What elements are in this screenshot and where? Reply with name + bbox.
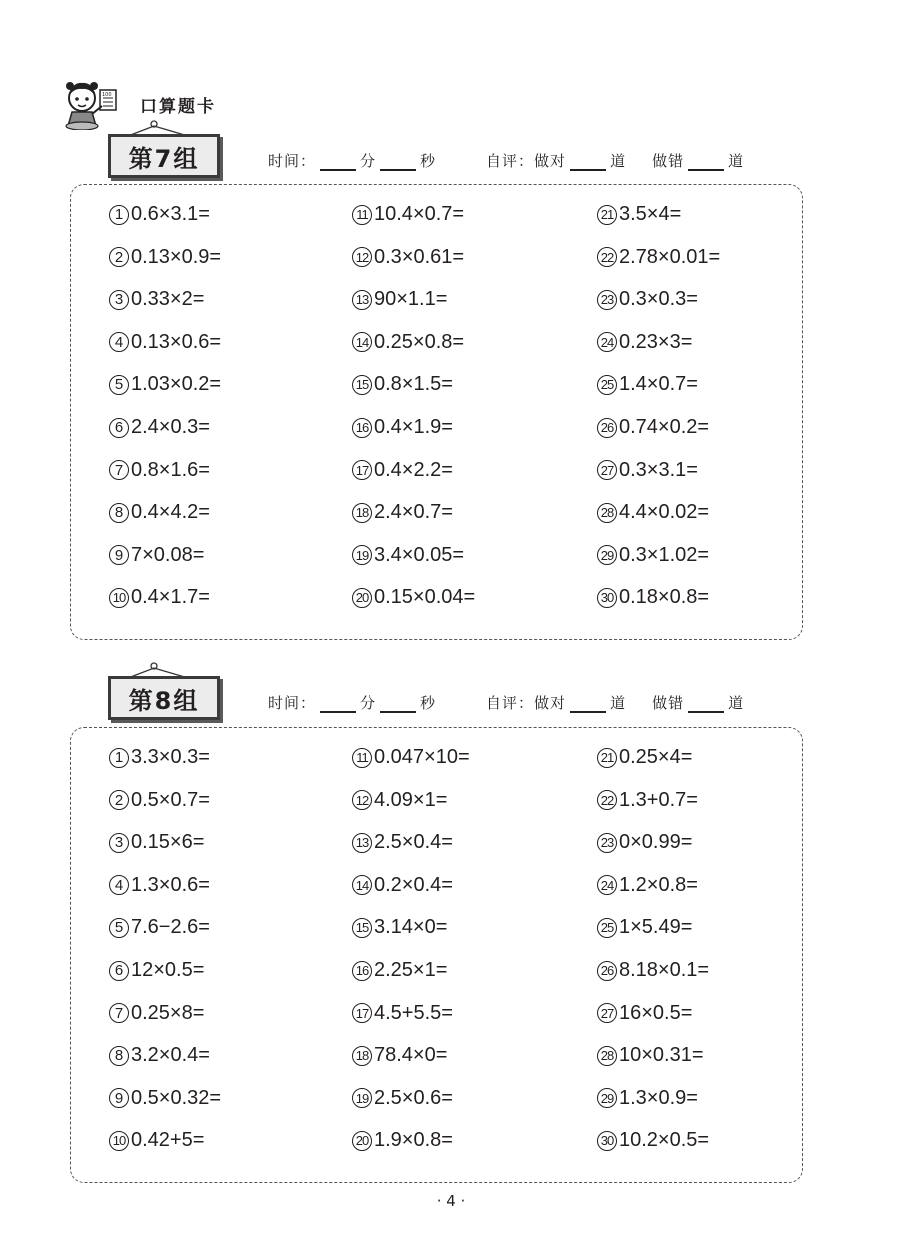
problem-expression: 1.9×0.8=	[374, 1129, 453, 1152]
problem-number: 3	[109, 833, 129, 853]
problem-expression: 2.78×0.01=	[619, 245, 721, 268]
problem-item	[597, 501, 709, 524]
problem-expression: 1.4×0.7=	[619, 373, 698, 396]
correct-blank[interactable]	[570, 697, 606, 713]
problem-number: 7	[109, 1003, 129, 1023]
problem-number: 16	[352, 961, 372, 981]
group-sign	[108, 662, 224, 720]
time-label: 时间：	[268, 152, 317, 170]
problem-number: 5	[109, 918, 129, 938]
problem-item	[109, 1087, 221, 1110]
problem-number: 22	[597, 247, 617, 267]
problem-number: 7	[109, 460, 129, 480]
minute-blank[interactable]	[320, 155, 356, 171]
problem-number: 30	[597, 1131, 617, 1151]
problem-item	[597, 203, 681, 226]
problem-item	[352, 1087, 453, 1110]
problem-item	[597, 544, 709, 567]
problem-item	[352, 459, 453, 482]
problem-expression: 10×0.31=	[619, 1044, 704, 1067]
second-blank[interactable]	[380, 155, 416, 171]
problem-expression: 3.14×0=	[374, 916, 448, 939]
problem-expression: 0.4×4.2=	[131, 501, 210, 524]
score-line	[268, 150, 744, 171]
problem-expression: 8.18×0.1=	[619, 959, 710, 981]
problem-number: 11	[352, 748, 372, 768]
problem-number: 12	[352, 790, 372, 810]
problem-item	[597, 1002, 692, 1025]
problem-expression: 0.13×0.9=	[131, 245, 222, 268]
problem-number: 25	[597, 918, 617, 938]
problem-number: 24	[597, 875, 617, 895]
problem-number: 2	[109, 247, 129, 267]
page-title: 口算题卡	[140, 97, 216, 117]
problem-expression: 10.2×0.5=	[619, 1129, 710, 1152]
problem-item	[597, 331, 692, 354]
problem-item	[109, 746, 210, 769]
problem-expression: 0.18×0.8=	[619, 586, 710, 609]
problem-item	[352, 501, 453, 524]
problem-expression: 3.4×0.05=	[374, 543, 465, 566]
problem-number: 2	[109, 790, 129, 810]
problem-expression: 1.2×0.8=	[619, 873, 698, 896]
problem-expression: 78.4×0=	[374, 1044, 448, 1067]
problem-expression: 0.5×0.7=	[131, 788, 210, 811]
problem-item	[109, 331, 221, 354]
problem-number: 14	[352, 875, 372, 895]
problem-item	[597, 746, 692, 769]
problem-expression: 2.5×0.4=	[374, 831, 453, 854]
problem-expression: 0.047×10=	[374, 746, 470, 768]
problem-number: 3	[109, 290, 129, 310]
problem-number: 23	[597, 833, 617, 853]
problem-item	[597, 789, 698, 812]
problem-item	[109, 874, 210, 897]
problem-number: 27	[597, 1003, 617, 1023]
problem-expression: 0.6×3.1=	[131, 203, 210, 225]
problem-expression: 4.09×1=	[374, 788, 448, 811]
problem-expression: 3.3×0.3=	[131, 746, 210, 768]
problem-item	[597, 459, 698, 482]
problem-number: 21	[597, 748, 617, 768]
problem-expression: 1.03×0.2=	[131, 373, 222, 396]
problem-item	[109, 1129, 204, 1152]
second-label: 秒	[420, 152, 437, 170]
problem-expression: 10.4×0.7=	[374, 203, 465, 225]
problem-expression: 0.3×1.02=	[619, 543, 710, 566]
problem-expression: 3.5×4=	[619, 203, 682, 225]
problem-number: 20	[352, 588, 372, 608]
problem-item	[109, 916, 210, 939]
problem-number: 10	[109, 1131, 129, 1151]
problem-number: 4	[109, 332, 129, 352]
minute-label: 分	[360, 152, 377, 170]
problem-number: 24	[597, 332, 617, 352]
problem-expression: 0.23×3=	[619, 330, 693, 353]
problem-number: 9	[109, 545, 129, 565]
problem-item	[352, 288, 447, 311]
problem-item	[352, 373, 453, 396]
problem-number: 17	[352, 460, 372, 480]
problem-number: 4	[109, 875, 129, 895]
problem-expression: 12×0.5=	[131, 959, 205, 981]
problem-number: 26	[597, 418, 617, 438]
problem-number: 17	[352, 1003, 372, 1023]
problem-item	[352, 1002, 453, 1025]
problem-number: 23	[597, 290, 617, 310]
problem-item	[597, 373, 698, 396]
time-label: 时间：	[268, 694, 317, 712]
problem-item	[352, 544, 464, 567]
problem-number: 19	[352, 1088, 372, 1108]
problem-number: 19	[352, 545, 372, 565]
problem-number: 5	[109, 375, 129, 395]
problem-item	[109, 586, 210, 609]
problem-item	[109, 544, 204, 567]
problem-number: 26	[597, 961, 617, 981]
problem-number: 28	[597, 1046, 617, 1066]
problem-expression: 0.5×0.32=	[131, 1086, 222, 1109]
problem-item	[109, 246, 221, 269]
problem-number: 12	[352, 247, 372, 267]
minute-label: 分	[360, 694, 377, 712]
problem-expression: 3.2×0.4=	[131, 1044, 210, 1067]
problem-item	[352, 959, 447, 982]
problem-expression: 2.5×0.6=	[374, 1086, 453, 1109]
problem-expression: 0.3×0.3=	[619, 288, 698, 311]
problem-item	[597, 874, 698, 897]
problem-expression: 7.6−2.6=	[131, 916, 210, 939]
problem-expression: 0.4×1.9=	[374, 416, 453, 438]
minute-blank[interactable]	[320, 697, 356, 713]
wrong-label: 做错	[652, 152, 685, 170]
problem-expression: 0.25×4=	[619, 746, 693, 768]
problem-number: 21	[597, 205, 617, 225]
problem-item	[109, 203, 210, 226]
problem-item	[352, 1129, 453, 1152]
problem-expression: 0.15×0.04=	[374, 586, 476, 609]
problem-number: 9	[109, 1088, 129, 1108]
problem-item	[109, 459, 210, 482]
problem-expression: 1×5.49=	[619, 916, 693, 939]
unit-label: 道	[610, 152, 627, 170]
problem-item	[597, 288, 698, 311]
problem-item	[352, 916, 447, 939]
problem-number: 10	[109, 588, 129, 608]
problem-item	[109, 789, 210, 812]
problem-expression: 1.3+0.7=	[619, 788, 698, 811]
unit-label: 道	[610, 694, 627, 712]
problem-number: 15	[352, 375, 372, 395]
problem-expression: 90×1.1=	[374, 288, 448, 311]
problem-item	[352, 789, 447, 812]
problem-number: 8	[109, 503, 129, 523]
problem-expression: 0.25×0.8=	[374, 330, 465, 353]
problem-item	[109, 1002, 204, 1025]
problem-item	[109, 373, 221, 396]
problem-item	[352, 416, 453, 439]
problem-number: 8	[109, 1046, 129, 1066]
problem-item	[109, 501, 210, 524]
problem-number: 29	[597, 545, 617, 565]
problem-expression: 0.2×0.4=	[374, 873, 453, 896]
problem-expression: 2.4×0.3=	[131, 416, 210, 438]
problem-expression: 0.3×3.1=	[619, 458, 698, 481]
problem-item	[352, 586, 475, 609]
wrong-blank[interactable]	[688, 697, 724, 713]
problem-item	[352, 746, 470, 769]
unit-label: 道	[728, 152, 745, 170]
problem-number: 13	[352, 290, 372, 310]
problem-number: 15	[352, 918, 372, 938]
problem-expression: 1.3×0.9=	[619, 1086, 698, 1109]
problem-expression: 0.42+5=	[131, 1129, 205, 1152]
problem-number: 18	[352, 503, 372, 523]
problem-expression: 0×0.99=	[619, 831, 693, 854]
page-number: · 4 ·	[436, 1192, 466, 1210]
problem-expression: 0.8×1.5=	[374, 373, 453, 396]
problem-item	[352, 831, 453, 854]
group-sign	[108, 120, 224, 178]
group-title: 第8组	[108, 676, 220, 720]
correct-blank[interactable]	[570, 155, 606, 171]
problem-item	[597, 831, 692, 854]
problem-expression: 0.33×2=	[131, 288, 205, 311]
problem-item	[109, 288, 204, 311]
problem-item	[597, 586, 709, 609]
problem-expression: 4.5+5.5=	[374, 1001, 453, 1024]
problem-expression: 0.4×1.7=	[131, 586, 210, 609]
problem-number: 6	[109, 961, 129, 981]
problem-box	[70, 184, 803, 640]
self-eval-label: 自评：做对	[486, 152, 567, 170]
problem-number: 11	[352, 205, 372, 225]
problem-number: 13	[352, 833, 372, 853]
problem-number: 27	[597, 460, 617, 480]
problem-number: 22	[597, 790, 617, 810]
problem-item	[597, 1129, 709, 1152]
problem-number: 25	[597, 375, 617, 395]
problem-expression: 0.4×2.2=	[374, 458, 453, 481]
problem-item	[352, 1044, 447, 1067]
problem-expression: 16×0.5=	[619, 1001, 693, 1024]
problem-expression: 4.4×0.02=	[619, 501, 710, 524]
problem-expression: 0.74×0.2=	[619, 416, 710, 438]
group-title: 第7组	[108, 134, 220, 178]
problem-item	[597, 916, 692, 939]
self-eval-label: 自评：做对	[486, 694, 567, 712]
problem-expression: 0.8×1.6=	[131, 458, 210, 481]
problem-number: 14	[352, 332, 372, 352]
problem-number: 20	[352, 1131, 372, 1151]
problem-expression: 1.3×0.6=	[131, 873, 210, 896]
problem-number: 29	[597, 1088, 617, 1108]
problem-number: 18	[352, 1046, 372, 1066]
problem-number: 28	[597, 503, 617, 523]
problem-item	[352, 203, 464, 226]
problem-item	[109, 959, 204, 982]
unit-label: 道	[728, 694, 745, 712]
problem-item	[597, 416, 709, 439]
problem-expression: 0.3×0.61=	[374, 245, 465, 268]
problem-item	[109, 416, 210, 439]
wrong-label: 做错	[652, 694, 685, 712]
second-label: 秒	[420, 694, 437, 712]
problem-item	[597, 959, 709, 982]
problem-item	[597, 246, 720, 269]
problem-expression: 7×0.08=	[131, 543, 205, 566]
problem-number: 1	[109, 748, 129, 768]
svg-text:100: 100	[102, 92, 112, 98]
score-line	[268, 692, 744, 713]
problem-expression: 2.4×0.7=	[374, 501, 453, 524]
problem-number: 1	[109, 205, 129, 225]
problem-number: 16	[352, 418, 372, 438]
problem-box	[70, 727, 803, 1183]
problem-item	[352, 246, 464, 269]
problem-item	[597, 1087, 698, 1110]
problem-item	[109, 1044, 210, 1067]
problem-expression: 0.13×0.6=	[131, 330, 222, 353]
problem-item	[597, 1044, 704, 1067]
wrong-blank[interactable]	[688, 155, 724, 171]
problem-item	[109, 831, 204, 854]
problem-item	[352, 874, 453, 897]
problem-number: 6	[109, 418, 129, 438]
problem-expression: 0.15×6=	[131, 831, 205, 854]
problem-expression: 2.25×1=	[374, 959, 448, 981]
problem-number: 30	[597, 588, 617, 608]
second-blank[interactable]	[380, 697, 416, 713]
problem-expression: 0.25×8=	[131, 1001, 205, 1024]
problem-item	[352, 331, 464, 354]
